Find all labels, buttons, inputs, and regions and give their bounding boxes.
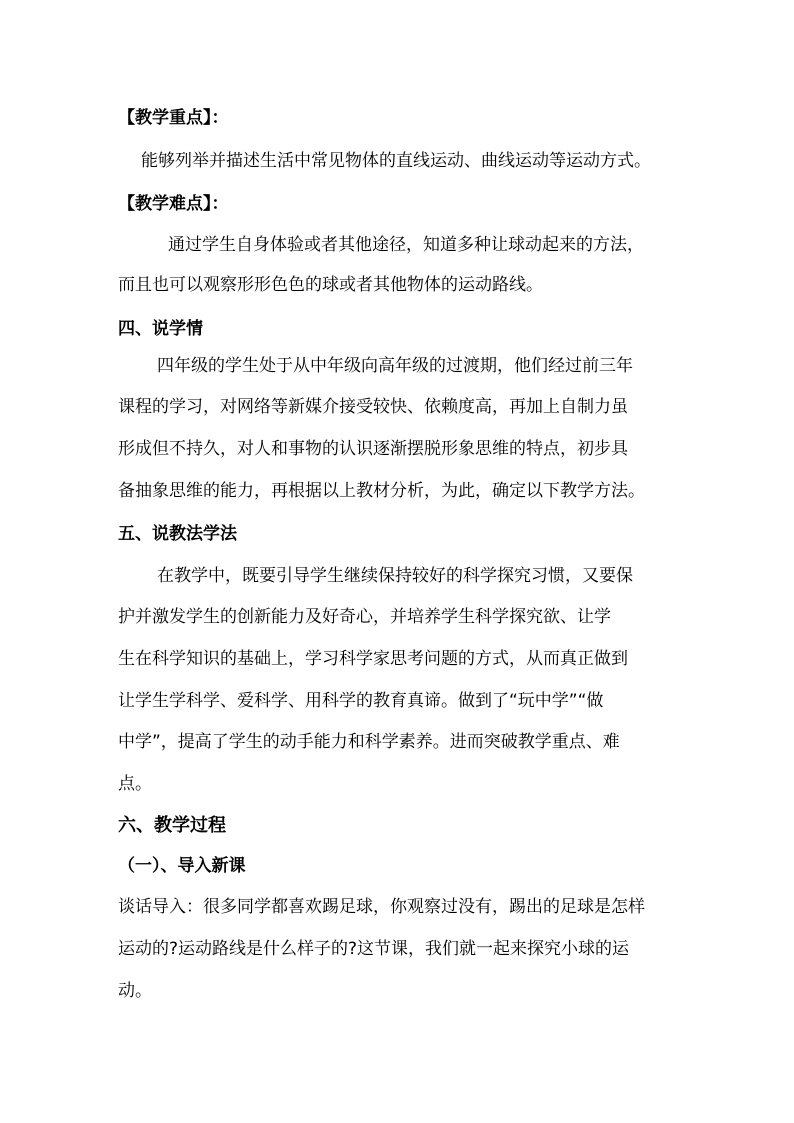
section5-line: 让学生学科学、爱科学、用科学的教育真谛。做到了“玩中学”“做 (118, 691, 604, 711)
section6-line: 谈话导入：很多同学都喜欢踢足球，你观察过没有，踢出的足球是怎样 (118, 897, 645, 917)
focus-heading: 【教学重点】： (118, 108, 229, 128)
section4-heading: 四、说学情 (118, 319, 203, 339)
section5-line: 中学”，提高了学生的动手能力和科学素养。进而突破教学重点、难 (118, 732, 620, 752)
section4-line: 四年级的学生处于从中年级向高年级的过渡期，他们经过前三年 (157, 356, 633, 376)
section5-line: 生在科学知识的基础上，学习科学家思考问题的方式，从而真正做到 (118, 649, 628, 669)
section6-line: 动。 (118, 981, 152, 1001)
section5-line: 护并激发学生的创新能力及好奇心，并培养学生科学探究欲、让学 (118, 607, 611, 627)
section5-line: 在教学中，既要引导学生继续保持较好的科学探究习惯，又要保 (157, 566, 633, 586)
section5-line: 点。 (118, 774, 152, 794)
section4-line: 形成但不持久，对人和事物的认识逐渐摆脱形象思维的特点，初步具 (118, 439, 628, 459)
section6-subheading: （一）、导入新课 (118, 856, 246, 876)
difficulty-line: 而且也可以观察形形色色的球或者其他物体的运动路线。 (118, 275, 543, 295)
difficulty-line: 通过学生自身体验或者其他途径，知道多种让球动起来的方法， (168, 235, 644, 255)
difficulty-heading: 【教学难点】： (118, 194, 229, 214)
focus-text: 能够列举并描述生活中常见物体的直线运动、曲线运动等运动方式。 (141, 151, 651, 171)
section5-heading: 五、说教法学法 (118, 524, 237, 544)
section6-line: 运动的?运动路线是什么样子的?这节课，我们就一起来探究小球的运 (118, 939, 630, 959)
section6-heading: 六、教学过程 (118, 815, 226, 836)
section4-line: 课程的学习，对网络等新媒介接受较快、依赖度高，再加上自制力虽 (118, 397, 628, 417)
section4-line: 备抽象思维的能力，再根据以上教材分析，为此，确定以下教学方法。 (118, 481, 645, 501)
